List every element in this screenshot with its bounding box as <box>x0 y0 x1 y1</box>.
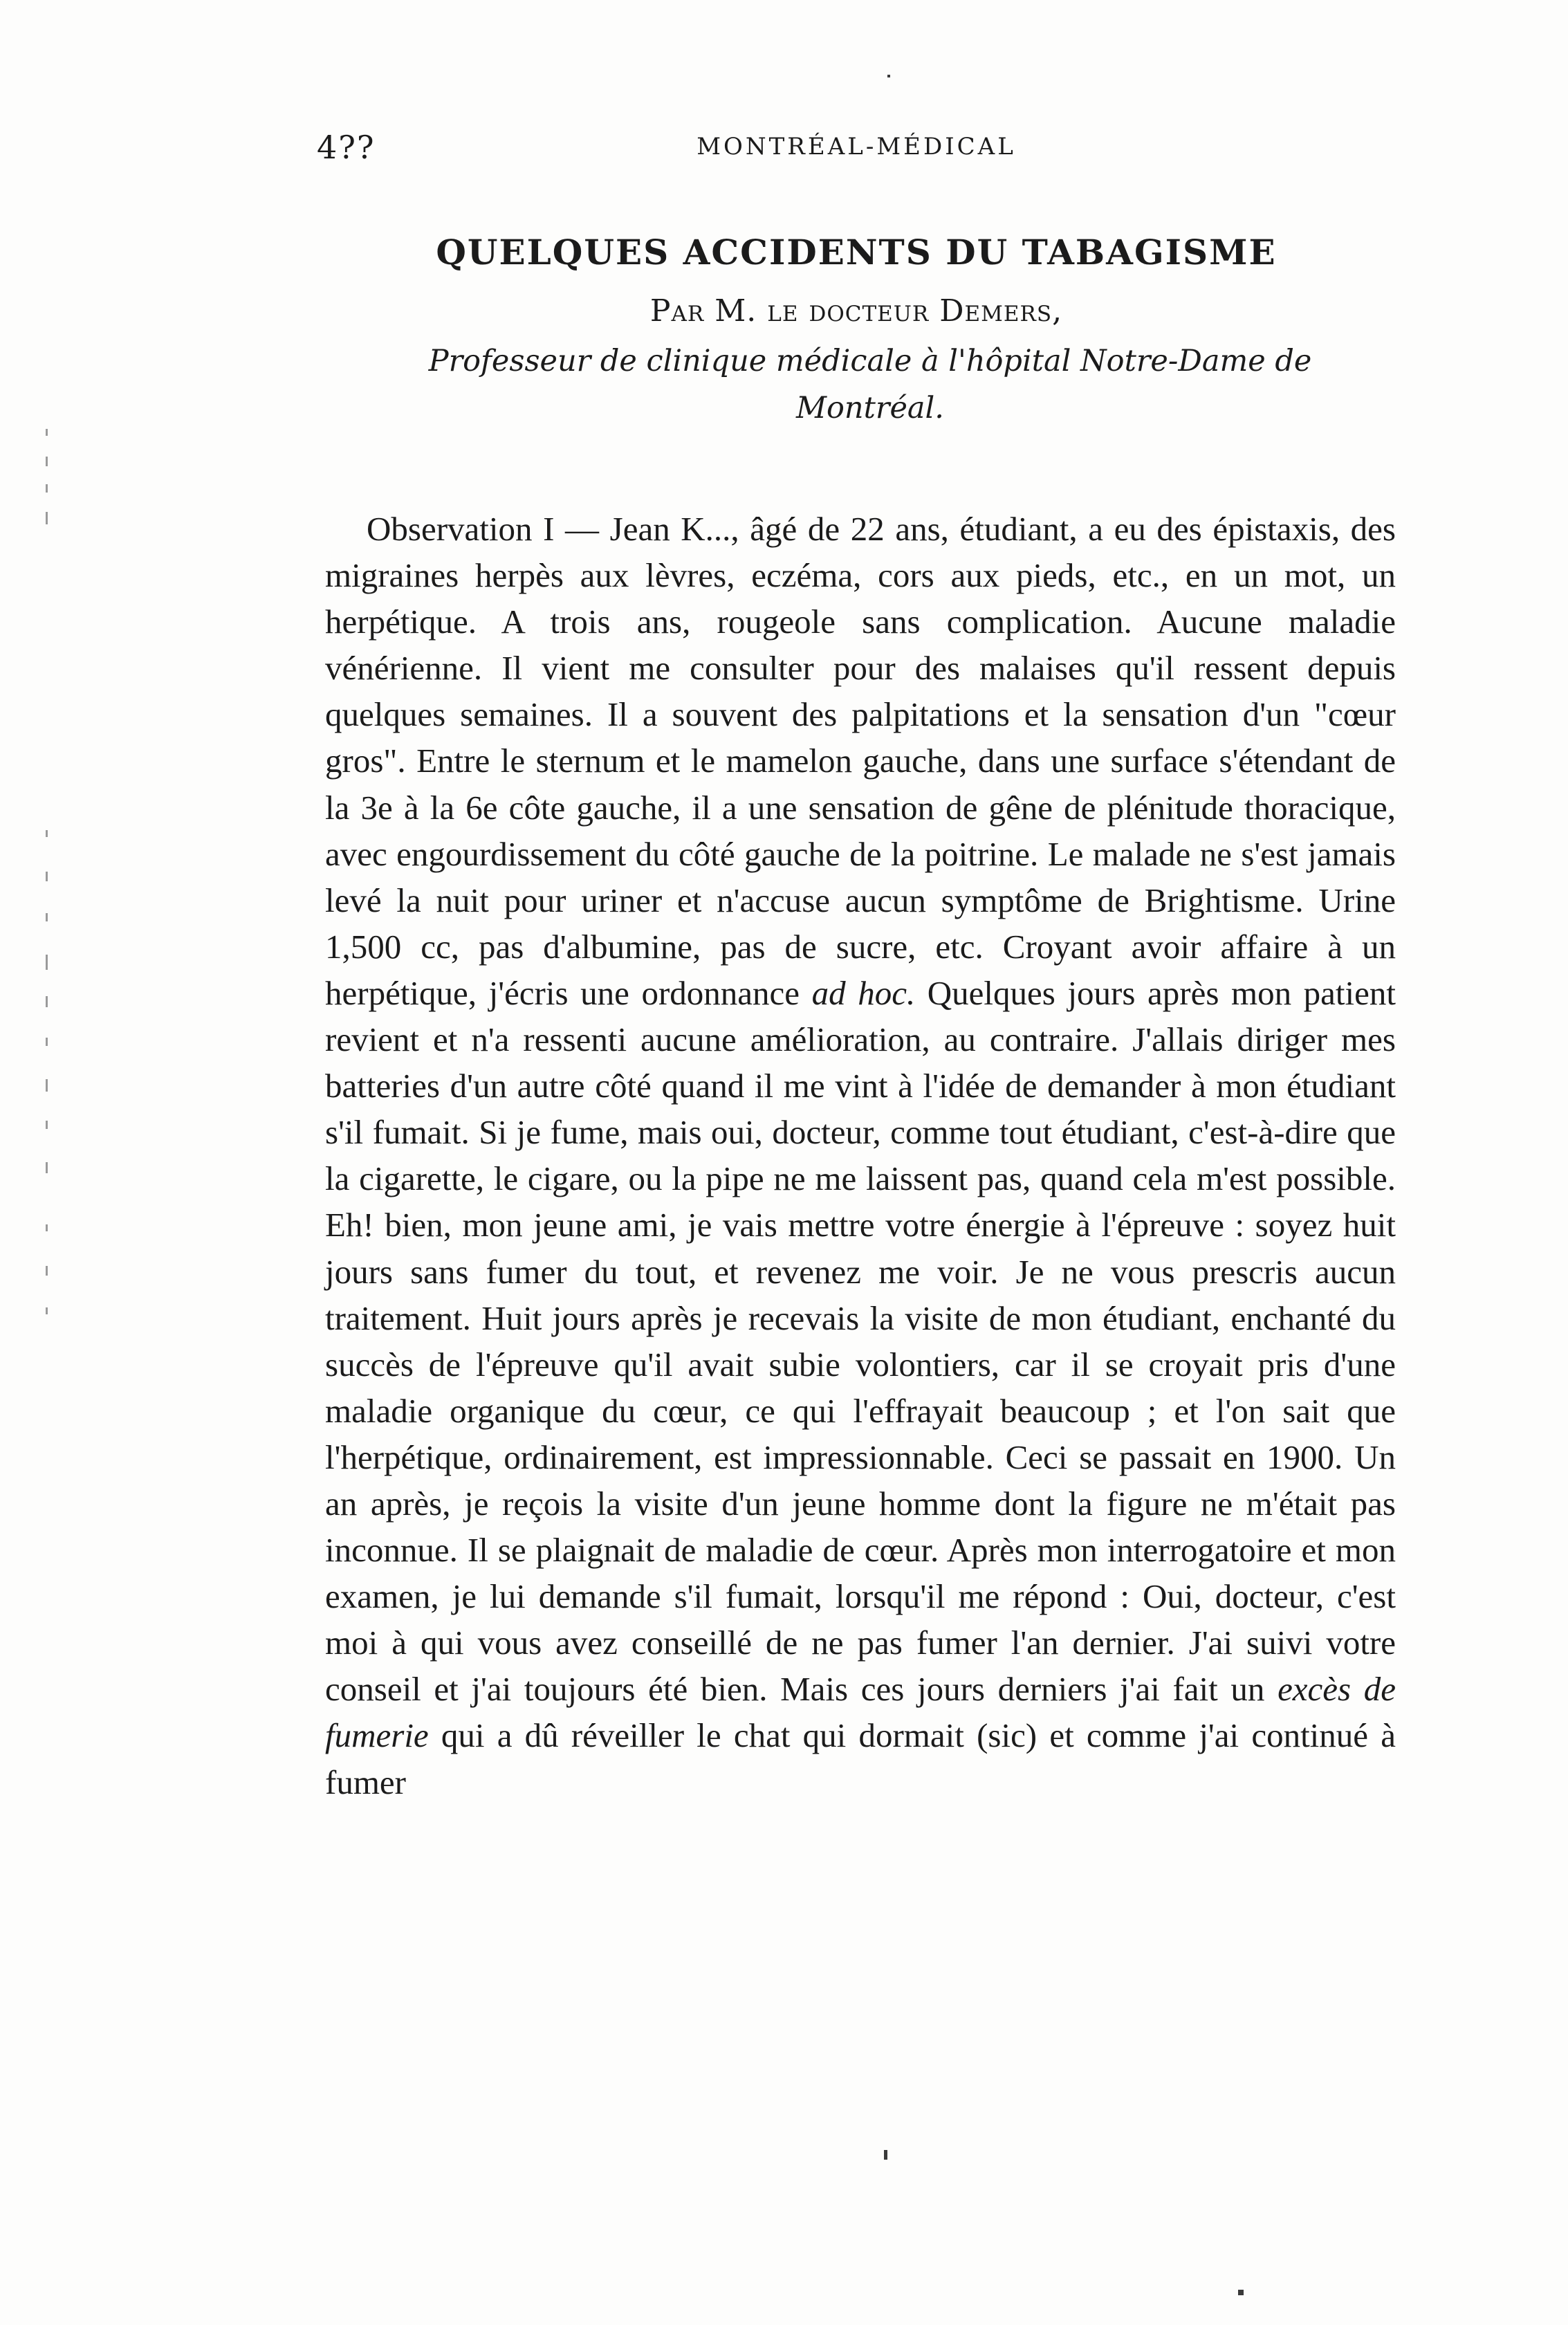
body-italic-ad-hoc: ad hoc. <box>811 973 916 1012</box>
article-title: QUELQUES ACCIDENTS DU TABAGISME <box>436 232 1277 273</box>
body-italic-exces: excès de fumerie <box>325 1670 1396 1755</box>
body-text-part-1: Observation I — Jean K..., âgé de 22 ans, étudiant, a eu des épistaxis, des migraines herpès aux lèvres, eczéma, cors aux pieds, etc., en un mot, un herpétique. A trois ans, rougeole sans complication. Aucune maladie vénérienne. Il vient me consulter pour des malaises qu'il ressent depuis quelques semaines. Il a souvent des palpitations et la sensation d'un "cœur gros". Entre le sternum et le mamelon gauche, dans une surface s'étendant de la 3e à la 6e côte gauche, il a une sensation de gêne de plénitude thoracique, avec engourdissement du côté gauche de la poitrine. Le malade ne s'est jamais levé la nuit pour uriner et n'accuse aucun symptôme de Brightisme. Urine 1,500 cc, pas d'albumine, pas de sucre, etc. Croyant avoir affaire à un herpétique, j'écris une ordonnance <box>325 510 1396 1012</box>
author-line: Par M. le docteur Demers, <box>649 293 1063 329</box>
scan-speck <box>887 75 890 77</box>
running-head <box>317 129 1396 170</box>
journal-title: MONTRÉAL-MÉDICAL <box>697 133 1016 160</box>
body-text-part-2: Quelques jours après mon patient revient et n'a ressenti aucune amélioration, au contraire. J'allais diriger mes batteries d'un autre côté quand il me vint à l'idée de demander à mon étudiant s'il fumait. Si je fume, mais oui, docteur, comme tout étudiant, c'est-à-dire que la cigarette, le cigare, ou la pipe ne me laissent pas, quand cela m'est possible. Eh! bien, mon jeune ami, je vais mettre votre énergie à l'épreuve : soyez huit jours sans fumer du tout, et revenez me voir. Je ne vous prescris aucun traitement. Huit jours après je recevais la visite de mon étudiant, enchanté du succès de l'épreuve qu'il avait subie volontiers, car il se croyait pris d'une maladie organique du cœur, ce qui l'effrayait beaucoup ; et l'on sait que l'herpétique, ordinairement, est impressionnable. Ceci se passait en 1900. Un an après, je reçois la visite d'un jeune homme dont la figure ne m'était pas inconnue. Il se plaignait de maladie de cœur. Après mon interrogatoire et mon examen, je lui demande s'il fumait, lorsqu'il me répond : Oui, docteur, c'est moi à qui vous avez conseillé de ne pas fumer l'an dernier. J'ai suivi votre conseil et j'ai toujours été bien. Mais ces jours derniers j'ai fait un <box>325 973 1396 1709</box>
scan-speck <box>1238 2290 1244 2295</box>
scan-speck <box>884 2150 887 2160</box>
page-number: 4?? <box>317 129 376 166</box>
body-text-part-3: qui a dû réveiller le chat qui dormait (sic) et comme j'ai continué à fumer <box>325 1716 1396 1801</box>
article-body <box>325 506 1396 1805</box>
author-affiliation: Professeur de clinique médicale à l'hôpital Notre-Dame de Montréal. <box>428 344 1312 425</box>
article-header <box>317 228 1396 432</box>
scan-margin-marks <box>40 429 61 1605</box>
